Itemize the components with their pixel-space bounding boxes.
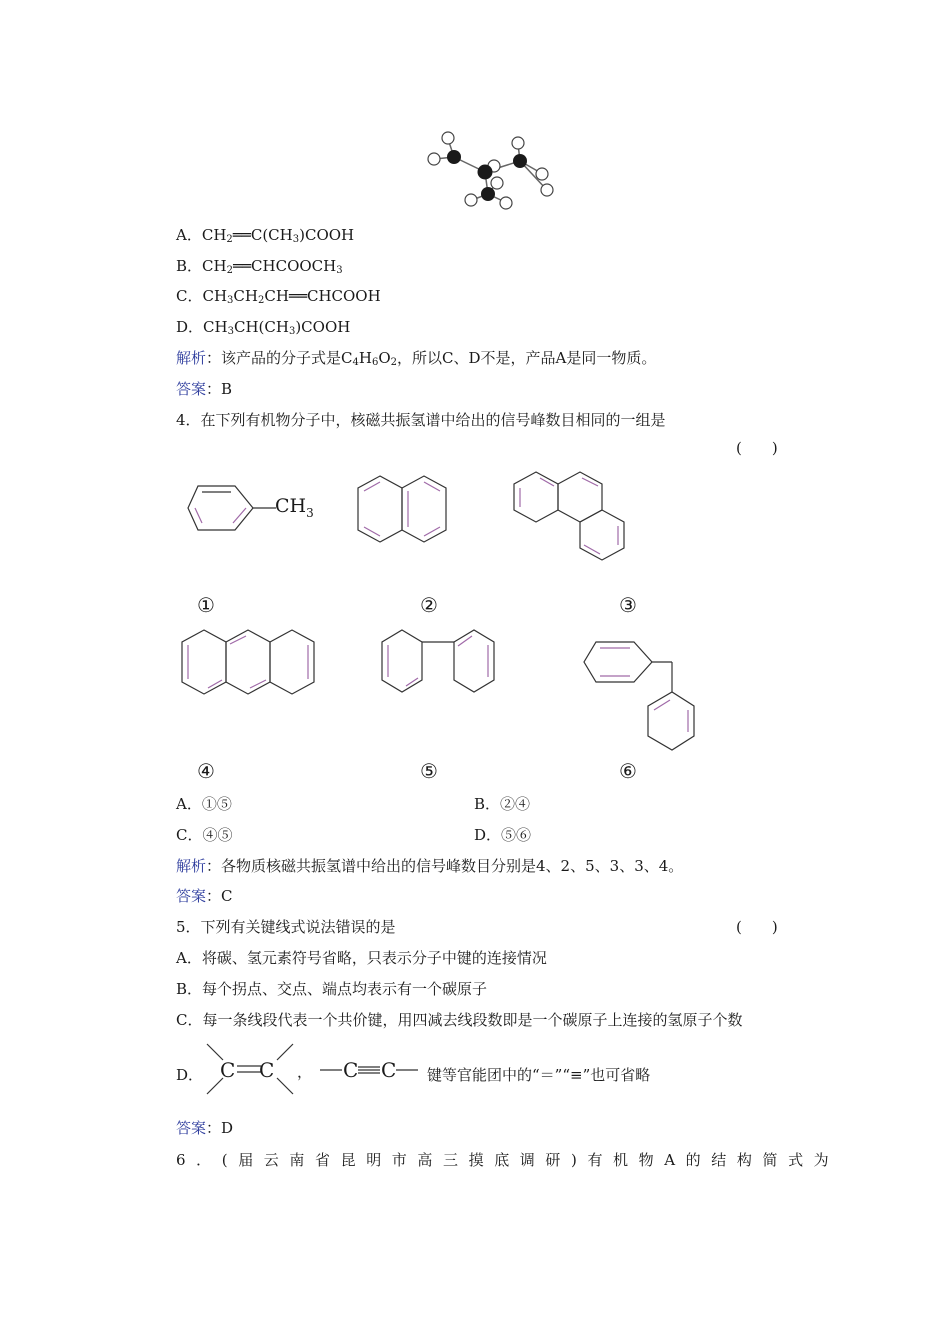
question-5-bracket: ( ) bbox=[736, 918, 778, 936]
question-4-stem: 4．在下列有机物分子中，核磁共振氢谱中给出的信号峰数目相同的一组是 bbox=[176, 411, 666, 429]
option-d-q5-letter: D． bbox=[176, 1066, 204, 1084]
answer-label: 答案 bbox=[176, 1119, 207, 1137]
structure-diphenylmethane bbox=[582, 630, 702, 752]
structure-phenanthrene bbox=[512, 470, 632, 585]
option-d-q5-text: 键等官能团中的“＝”“≡”也可省略 bbox=[427, 1066, 651, 1084]
question-4-bracket: ( ) bbox=[736, 439, 778, 457]
answer-q4: 答案：C bbox=[176, 887, 233, 905]
option-b-q3: B．$CH_2══CHCOOCH_3$ bbox=[176, 257, 343, 276]
analysis-q3: 解析：该产品的分子式是$C_4H_6O_2$，所以C、D不是，产品A是同一物质。 bbox=[176, 349, 657, 368]
option-d-q4: D．⑤⑥ bbox=[474, 826, 532, 844]
triple-bond-carbon-right: C bbox=[381, 1058, 397, 1082]
option-a-q5: A．将碳、氢元素符号省略，只表示分子中键的连接情况 bbox=[176, 949, 547, 967]
answer-label: 答案 bbox=[176, 380, 207, 398]
double-bond-carbon-left: C bbox=[220, 1058, 236, 1082]
answer-label: 答案 bbox=[176, 887, 207, 905]
answer-q5: 答案：D bbox=[176, 1119, 234, 1137]
structure-number-2: ② bbox=[420, 593, 438, 617]
triple-bond-carbon-left: C bbox=[343, 1058, 359, 1082]
answer-q3: 答案：B bbox=[176, 380, 233, 398]
analysis-label: 解析 bbox=[176, 857, 207, 875]
structure-anthracene bbox=[180, 628, 322, 696]
ball-and-stick-model bbox=[420, 125, 560, 210]
structure-number-3: ③ bbox=[619, 593, 637, 617]
option-c-q3: C．$CH_3CH_2CH══CHCOOH$ bbox=[176, 287, 381, 306]
option-b-q5: B．每个拐点、交点、端点均表示有一个碳原子 bbox=[176, 980, 488, 998]
analysis-q4: 解析：各物质核磁共振氢谱中给出的信号峰数目分别是4、2、5、3、3、4。 bbox=[176, 857, 684, 875]
option-c-q5: C．每一条线段代表一个共价键，用四减去线段数即是一个碳原子上连接的氢原子个数 bbox=[176, 1011, 743, 1029]
option-a-q3: A．$CH_2══C(CH_3)COOH$ bbox=[176, 226, 355, 245]
question-6-stem: 6．(届云南省昆明市高三摸底调研)有机物A的结构简式为 bbox=[176, 1151, 840, 1169]
question-5-stem: 5．下列有关键线式说法错误的是 bbox=[176, 918, 396, 936]
option-d-q3: D．$CH_3CH(CH_3)COOH$ bbox=[176, 318, 351, 337]
triple-bond-diagram bbox=[320, 1062, 420, 1082]
option-c-q4: C．④⑤ bbox=[176, 826, 233, 844]
double-bond-diagram bbox=[205, 1042, 295, 1096]
structure-number-6: ⑥ bbox=[619, 759, 637, 783]
analysis-label: 解析 bbox=[176, 349, 207, 367]
comma-separator: ， bbox=[297, 1063, 313, 1081]
option-a-q4: A．①⑤ bbox=[176, 795, 232, 813]
option-b-q4: B．②④ bbox=[474, 795, 531, 813]
structure-biphenyl bbox=[380, 628, 498, 694]
structure-number-1: ① bbox=[197, 593, 215, 617]
structure-number-4: ④ bbox=[197, 759, 215, 783]
structure-naphthalene bbox=[356, 474, 452, 544]
structure-number-5: ⑤ bbox=[420, 759, 438, 783]
ch3-group: $CH_3$ bbox=[275, 495, 314, 520]
double-bond-carbon-right: C bbox=[259, 1058, 275, 1082]
